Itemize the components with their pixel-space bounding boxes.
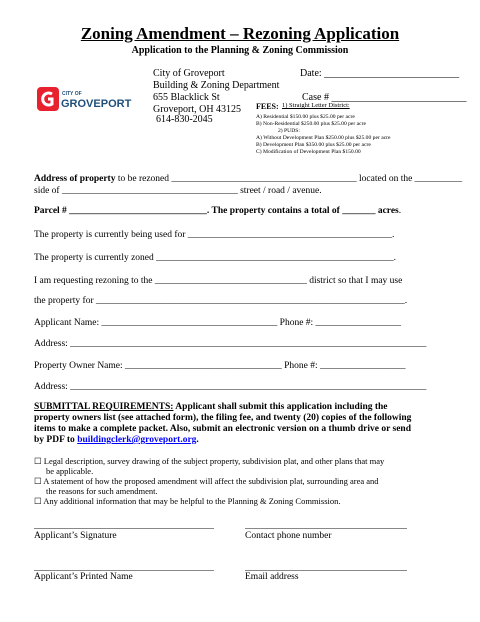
checklist-item-text: Any additional information that may be helpful to the Planning & Zoning Commission. [43,496,341,506]
checklist-item-text-cont: the reasons for such amendment. [46,486,158,496]
property-address-rest: to be rezoned _______________________________________ located on the __________ [115,174,463,184]
fees-label: FEES: [256,102,279,111]
logo-big-text: GROVEPORT [61,98,132,110]
checklist-item [34,476,384,496]
contact-phone-line[interactable] [245,528,407,529]
groveport-logo-mark [37,86,132,112]
checklist-item-text: A statement of how the proposed amendment will affect the subdivision plat, surrounding area and [43,476,379,486]
requesting-line[interactable]: I am requesting rezoning to the ________________________________ district so that I may use [34,276,403,286]
checklist-item [34,496,384,506]
address-line-citystate: Groveport, OH 43125 [153,104,242,115]
printed-name-label: Applicant’s Printed Name [34,572,133,582]
email-address-label: Email address [245,572,299,582]
email-address-line[interactable] [245,570,407,571]
fees-item1: 1) Straight Letter District: [282,102,350,109]
address-line-dept: Building & Zoning Department [153,80,280,91]
contact-phone-label: Contact phone number [245,531,332,541]
submittal-line4: by PDF to [34,435,78,445]
property-side-line[interactable]: side of _____________________________________ street / road / avenue. [34,186,322,196]
checklist-item-text: Legal description, survey drawing of the subject property, subdivision plat, and other plans that may [43,456,385,466]
fee-without-dev-plan: A) Without Development Plan $250.00 plus $25.00 per acre [256,135,391,141]
submittal-line3: items to make a complete packet. Also, submit an electronic version on a thumb drive or send [34,424,411,434]
page-title: Zoning Amendment – Rezoning Application [80,24,400,43]
property-use-line[interactable]: the property for _________________________________________________________________. [34,296,408,306]
parcel-number: Parcel # _____________________________ [34,206,207,216]
case-field[interactable]: Case # ___________________________ [302,92,467,103]
submittal-line1: Applicant shall submit this application including the [173,402,388,412]
groveport-logo [37,86,132,112]
fee-modification: C) Modification of Development Plan $150.00 [256,149,361,155]
owner-address-line[interactable]: Address: ___________________________________________________________________________ [34,382,427,392]
applicant-signature-line[interactable] [34,528,214,529]
fees-list [256,114,391,156]
applicant-address-line[interactable]: Address: ___________________________________________________________________________ [34,339,427,349]
address-phone: 614-830-2045 [156,114,213,125]
fee-residential: A) Residential $150.00 plus $25.00 per acre [256,114,355,120]
printed-name-line[interactable] [34,570,214,571]
property-address-label: Address of property [34,174,116,184]
current-use-line[interactable]: The property is currently being used for ___________________________________________. [34,230,395,240]
owner-name-line[interactable]: Property Owner Name: _________________________________ Phone #: __________________ [34,361,406,371]
applicant-signature-label: Applicant’s Signature [34,531,117,541]
fee-nonresidential: B) Non-Residential $250.00 plus $25.00 per acre [256,121,366,127]
checkbox-icon[interactable]: ☐ [34,476,42,486]
logo-small-text: CITY OF [62,91,82,97]
checklist-item [34,456,384,476]
address-line-street: 655 Blacklick St [153,92,220,103]
parcel-line[interactable] [34,206,401,216]
address-line-city: City of Groveport [153,68,225,79]
submittal-line2: property owners list (see attached form), the filing fee, and twenty (20) copies of the following [34,413,412,423]
checkbox-icon[interactable]: ☐ [34,496,42,506]
checkbox-icon[interactable]: ☐ [34,456,42,466]
property-address-line[interactable] [34,174,462,184]
current-zone-line[interactable]: The property is currently zoned __________________________________________________. [34,253,397,263]
checklist-item-text-cont: be applicable. [46,466,94,476]
page-subtitle: Application to the Planning & Zoning Commission [131,45,349,56]
submittal-requirements [34,402,411,446]
parcel-period: . [398,206,402,216]
submittal-heading: SUBMITTAL REQUIREMENTS: [34,402,174,412]
parcel-acres: . The property contains a total of _______ acres [206,206,399,216]
email-link[interactable]: buildingclerk@groveport.org [77,435,197,445]
applicant-name-line[interactable]: Applicant Name: _____________________________________ Phone #: __________________ [34,318,402,328]
date-field[interactable]: Date: ___________________________ [300,68,460,79]
fee-dev-plan: B) Development Plan $350.00 plus $25.00 per acre [256,142,371,148]
checklist [34,456,384,506]
fees-item2: 2) PUDS: [278,128,300,134]
submittal-period: . [196,435,199,445]
